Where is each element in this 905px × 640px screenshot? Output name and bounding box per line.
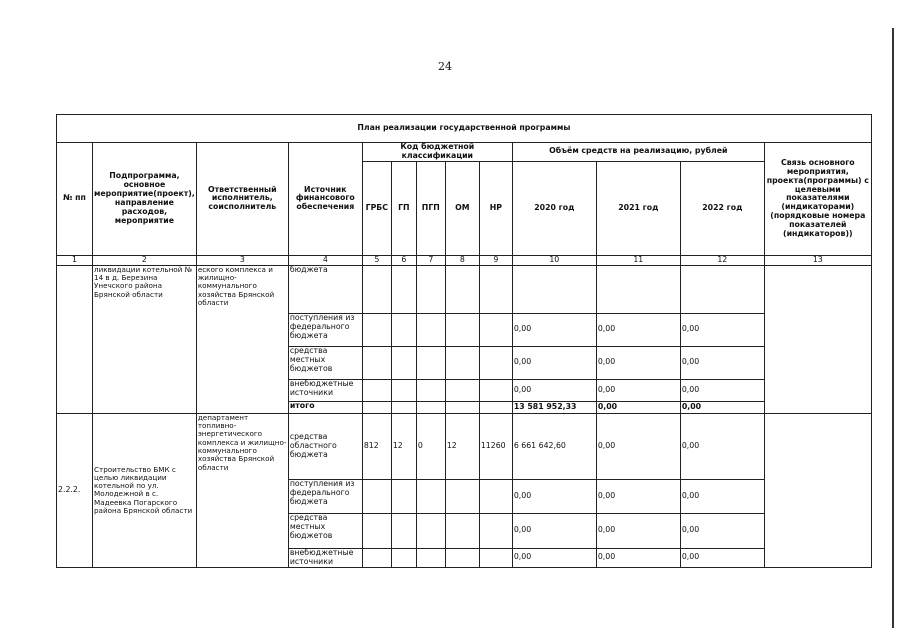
total-2022: 0,00 [680, 401, 764, 413]
code-grbs: 812 [362, 413, 391, 479]
source-cell: средства областного бюджета [288, 413, 362, 479]
total-2020: 13 581 952,33 [512, 401, 596, 413]
source-cell: внебюджетные источники [288, 379, 362, 401]
header-code-group: Код бюджетной классификации [362, 143, 512, 162]
source-cell: внебюджетные источники [288, 548, 362, 567]
col-number: 11 [596, 255, 680, 265]
header-num: № пп [57, 143, 93, 256]
value-2020: 0,00 [512, 513, 596, 548]
header-2022: 2022 год [680, 161, 764, 255]
col-number: 3 [196, 255, 288, 265]
header-link: Связь основного мероприятия, проекта(программы) с целевыми показателями (индикаторами) (порядковые номера показателей (индикаторов)) [764, 143, 871, 256]
col-number: 5 [362, 255, 391, 265]
source-cell: поступления из федерального бюджета [288, 313, 362, 346]
header-om: ОМ [445, 161, 479, 255]
row-num-cell [57, 265, 93, 413]
col-number: 1 [57, 255, 93, 265]
code-om: 12 [445, 413, 479, 479]
value-2021: 0,00 [596, 413, 680, 479]
link-cell [764, 413, 871, 567]
value-2020: 0,00 [512, 346, 596, 379]
value-2022: 0,00 [680, 479, 764, 513]
col-number: 13 [764, 255, 871, 265]
value-2021: 0,00 [596, 513, 680, 548]
value-2021: 0,00 [596, 313, 680, 346]
row-number: 2.2.2. [57, 413, 93, 567]
value-2020: 6 661 642,60 [512, 413, 596, 479]
link-cell [764, 265, 871, 413]
value-2020: 0,00 [512, 313, 596, 346]
header-2021: 2021 год [596, 161, 680, 255]
value-2021: 0,00 [596, 379, 680, 401]
value-2022 [680, 265, 764, 313]
header-2020: 2020 год [512, 161, 596, 255]
program-plan-table [56, 114, 872, 568]
header-grbs: ГРБС [362, 161, 391, 255]
value-2021 [596, 265, 680, 313]
col-number: 12 [680, 255, 764, 265]
scan-edge-line [892, 28, 894, 628]
measure-name: Строительство БМК с целью ликвидации котельной по ул. Молодежной в с. Мадеевка Погарского района Брянской области [93, 413, 197, 567]
header-source: Источник финансового обеспечения [288, 143, 362, 256]
value-2020: 0,00 [512, 548, 596, 567]
value-2022: 0,00 [680, 313, 764, 346]
value-2020 [512, 265, 596, 313]
header-pgp: ПГП [416, 161, 445, 255]
value-2022: 0,00 [680, 548, 764, 567]
source-total: итого [288, 401, 362, 413]
page-number: 24 [438, 60, 452, 73]
col-number: 8 [445, 255, 479, 265]
source-cell: средства местных бюджетов [288, 346, 362, 379]
source-cell: средства местных бюджетов [288, 513, 362, 548]
code-nr: 11260 [479, 413, 512, 479]
col-number: 9 [479, 255, 512, 265]
col-number: 7 [416, 255, 445, 265]
header-executor: Ответственный исполнитель, соисполнитель [196, 143, 288, 256]
executor-name: департамент топливно-энергетического комплекса и жилищно-коммунального хозяйства Брянской области [196, 413, 288, 567]
table-title: План реализации государственной программы [57, 115, 872, 143]
value-2021: 0,00 [596, 479, 680, 513]
value-2022: 0,00 [680, 379, 764, 401]
col-number: 6 [391, 255, 416, 265]
executor-name: еского комплекса и жилищно-коммунального хозяйства Брянской области [196, 265, 288, 413]
code-pgp: 0 [416, 413, 445, 479]
col-number: 2 [93, 255, 197, 265]
value-2022: 0,00 [680, 346, 764, 379]
source-cell: поступления из федерального бюджета [288, 479, 362, 513]
value-2021: 0,00 [596, 346, 680, 379]
measure-name: ликвидации котельной № 14 в д. Березина Унечского района Брянской области [93, 265, 197, 413]
header-volume-group: Объём средств на реализацию, рублей [512, 143, 764, 162]
total-2021: 0,00 [596, 401, 680, 413]
code-gp: 12 [391, 413, 416, 479]
header-gp: ГП [391, 161, 416, 255]
source-cell: бюджета [288, 265, 362, 313]
header-nr: НР [479, 161, 512, 255]
value-2020: 0,00 [512, 379, 596, 401]
value-2020: 0,00 [512, 479, 596, 513]
value-2021: 0,00 [596, 548, 680, 567]
col-number: 4 [288, 255, 362, 265]
col-number: 10 [512, 255, 596, 265]
header-subprogram: Подпрограмма, основное мероприятие(проект), направление расходов, мероприятие [93, 143, 197, 256]
value-2022: 0,00 [680, 413, 764, 479]
value-2022: 0,00 [680, 513, 764, 548]
